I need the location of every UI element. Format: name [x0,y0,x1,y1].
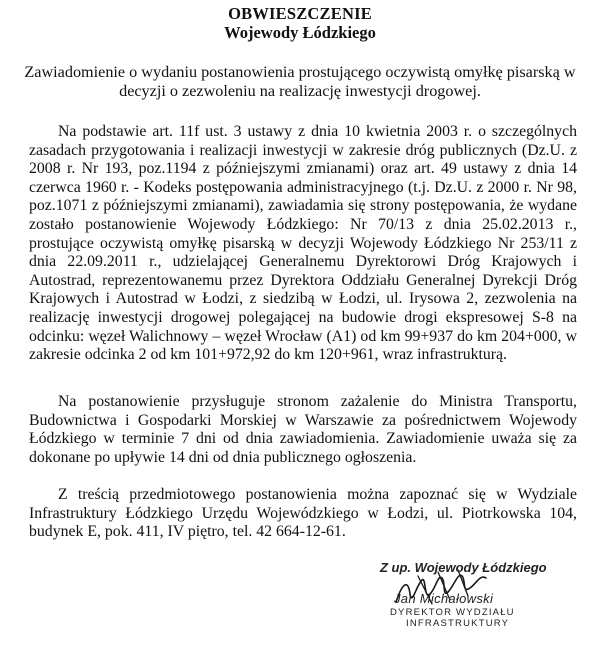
paragraph-legal-basis: Na podstawie art. 11f ust. 3 ustawy z dnia 10 kwietnia 2003 r. o szczególnych zasadach przygotowania i realizacji inwestycji w zakresie dróg publicznych (Dz.U. z 2008 r. Nr 193, poz.1194 z późniejszymi zmianami) oraz art. 49 ustawy z dnia 14 czerwca 1960 r. - Kodeks postępowania administracyjnego (t.j. Dz.U. z 2000 r. Nr 98, poz.1071 z późniejszymi zmianami), zawiadamia się strony postępowania, że wydane zostało postanowienie Wojewody Łódzkiego: Nr 70/13 z dnia 25.02.2013 r., prostujące oczywistą omyłkę pisarską w decyzji Wojewody Łódzkiego Nr 253/11 z dnia 22.09.2011 r., udzielającej Generalnemu Dyrektorowi Dróg Krajowych i Autostrad, reprezentowanemu przez Dyrektora Oddziału Generalnej Dyrekcji Dróg Krajowych i Autostrad w Łodzi, z siedzibą w Łodzi, ul. Irysowa 2, zezwolenia na realizację inwestycji drogowej polegającej na budowie drogi ekspresowej S-8 na odcinku: węzeł Walichnowy – węzeł Wrocław (A1) od km 99+937 do km 204+000, w zakresie odcinka 2 od km 101+972,92 do km 120+961, wraz infrastrukturą. [29,123,577,364]
paragraph-access: Z treścią przedmiotowego postanowienia można zapoznać się w Wydziale Infrastruktury Łódzkiego Urzędu Wojewódzkiego w Łodzi, ul. Piotrkowska 104, budynek E, pok. 411, IV piętro, tel. 42 664-12-61. [29,486,577,541]
document-intro: Zawiadomienie o wydaniu postanowienia prostującego oczywistą omyłkę pisarską w decyzji o zezwoleniu na realizację inwestycji drogowej. [24,63,576,100]
signature-department: INFRASTRUKTURY [406,618,510,629]
signature-block [360,556,590,646]
signature-on-behalf: Z up. Wojewody Łódzkiego [380,560,547,575]
signature-position: DYREKTOR WYDZIAŁU [390,607,515,618]
document-title: OBWIESZCZENIE [228,4,372,23]
signature-name: Jan Michałowski [394,591,494,606]
paragraph-appeal: Na postanowienie przysługuje stronom zażalenie do Ministra Transportu, Budownictwa i Gospodarki Morskiej w Warszawie za pośrednictwem Wojewody Łódzkiego w terminie 7 dni od dnia zawiadomienia. Zawiadomienie uważa się za dokonane po upływie 14 dni od dnia publicznego ogłoszenia. [29,393,577,466]
document-subtitle: Wojewody Łódzkiego [224,23,376,42]
